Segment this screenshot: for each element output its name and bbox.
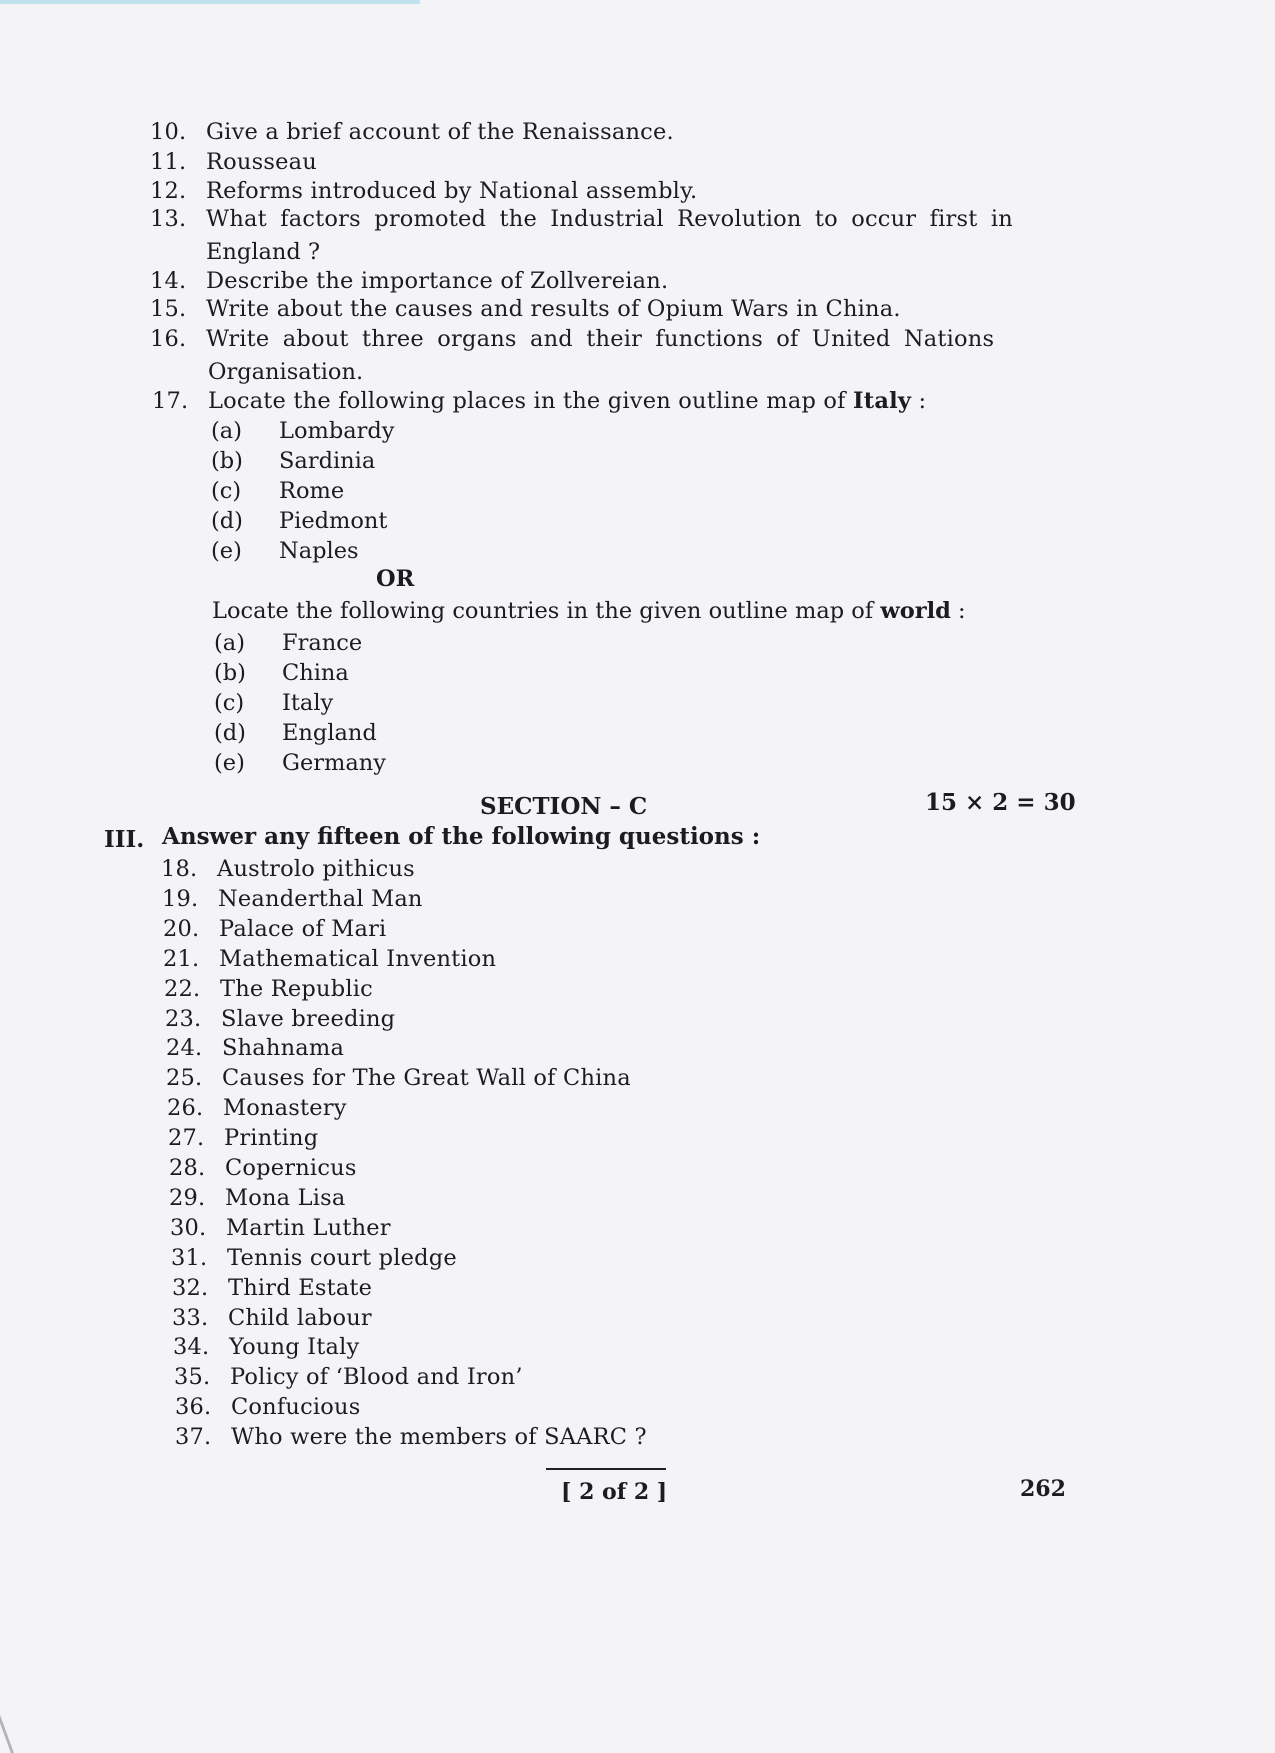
list-item <box>161 856 961 886</box>
question-text: Third Estate <box>228 1275 373 1301</box>
question-text: Neanderthal Man <box>218 886 423 912</box>
list-item <box>163 946 963 976</box>
list-item <box>174 1364 974 1394</box>
question-text <box>208 388 926 414</box>
question-text: The Republic <box>220 976 373 1002</box>
list-item <box>170 1215 970 1245</box>
item-text: Lombardy <box>279 418 395 444</box>
item-text: Rome <box>279 478 345 504</box>
question-number: 16. <box>150 326 187 352</box>
question-text: Write about three organs and their functions of United Nations <box>206 326 995 352</box>
list-item <box>168 1125 968 1155</box>
question-number: 32. <box>172 1275 209 1301</box>
list-item <box>163 916 963 946</box>
question-17-prefix: Locate the following places in the given outline map of <box>208 388 854 414</box>
question-text: Slave breeding <box>221 1006 396 1032</box>
question-13-continued: England ? <box>206 239 321 265</box>
question-number: 34. <box>173 1334 210 1360</box>
scan-edge-strip <box>0 0 420 4</box>
question-text: Mathematical Invention <box>219 946 497 972</box>
list-item <box>214 690 614 720</box>
item-label: (e) <box>211 538 242 564</box>
list-item <box>169 1155 969 1185</box>
question-number: 13. <box>150 206 187 232</box>
question-number: 25. <box>166 1065 203 1091</box>
question-number: 18. <box>161 856 198 882</box>
question-text: Policy of ‘Blood and Iron’ <box>230 1364 523 1390</box>
question-16 <box>150 326 1050 356</box>
item-label: (b) <box>214 660 246 686</box>
item-text: Naples <box>279 538 359 564</box>
question-number: 27. <box>168 1125 205 1151</box>
list-item <box>166 1035 966 1065</box>
question-17-alternative <box>212 598 966 624</box>
item-label: (a) <box>214 630 245 656</box>
question-text: What factors promoted the Industrial Revolution to occur first in <box>206 206 1013 232</box>
item-text: England <box>282 720 377 746</box>
section-c-instruction: Answer any fifteen of the following questions : <box>162 823 761 850</box>
question-16-continued: Organisation. <box>208 359 364 385</box>
list-item <box>211 418 611 448</box>
question-text: Mona Lisa <box>225 1185 346 1211</box>
question-text: Palace of Mari <box>219 916 387 942</box>
question-number: 31. <box>171 1245 208 1271</box>
list-item <box>164 976 964 1006</box>
question-text: Describe the importance of Zollvereian. <box>206 268 669 294</box>
question-number: 12. <box>150 178 187 204</box>
item-text: Germany <box>282 750 386 776</box>
question-10 <box>150 119 1050 149</box>
list-item <box>166 1065 966 1095</box>
question-14 <box>150 268 1050 298</box>
end-rule <box>546 1468 666 1470</box>
list-item <box>175 1424 975 1454</box>
question-text: Martin Luther <box>226 1215 391 1241</box>
list-item <box>211 478 611 508</box>
question-number: 36. <box>175 1394 212 1420</box>
list-item <box>169 1185 969 1215</box>
question-17-map-name: Italy <box>853 388 912 414</box>
list-item <box>167 1095 967 1125</box>
question-number: 28. <box>169 1155 206 1181</box>
list-item <box>211 448 611 478</box>
section-roman-number: III. <box>104 826 145 853</box>
question-number: 22. <box>164 976 201 1002</box>
question-text: Reforms introduced by National assembly. <box>206 178 698 204</box>
question-13 <box>150 206 1050 236</box>
question-number: 20. <box>163 916 200 942</box>
question-text: Tennis court pledge <box>227 1245 457 1271</box>
question-text: Copernicus <box>225 1155 357 1181</box>
item-text: Sardinia <box>279 448 376 474</box>
list-item <box>214 660 614 690</box>
question-number: 24. <box>166 1035 203 1061</box>
question-number: 23. <box>165 1006 202 1032</box>
question-17-alt-prefix: Locate the following countries in the given outline map of <box>212 598 881 624</box>
item-text: Piedmont <box>279 508 388 534</box>
list-item <box>214 630 614 660</box>
section-c-title: SECTION – C <box>480 793 648 820</box>
question-number: 30. <box>170 1215 207 1241</box>
question-17-alt-map-name: world <box>880 598 951 624</box>
list-item <box>172 1305 972 1335</box>
question-number: 26. <box>167 1095 204 1121</box>
item-text: Italy <box>282 690 334 716</box>
item-text: France <box>282 630 363 656</box>
question-number: 35. <box>174 1364 211 1390</box>
question-text: Causes for The Great Wall of China <box>222 1065 631 1091</box>
question-number: 14. <box>150 268 187 294</box>
or-divider: OR <box>376 566 415 592</box>
question-17-suffix: : <box>911 388 927 414</box>
question-number: 11. <box>150 149 187 175</box>
list-item <box>172 1275 972 1305</box>
item-label: (a) <box>211 418 242 444</box>
list-item <box>211 508 611 538</box>
question-text: Who were the members of SAARC ? <box>231 1424 647 1450</box>
item-label: (d) <box>211 508 243 534</box>
list-item <box>162 886 962 916</box>
scan-corner-mark <box>0 1693 44 1753</box>
list-item <box>211 538 611 568</box>
question-12 <box>150 178 1050 208</box>
list-item <box>214 720 614 750</box>
question-number: 19. <box>162 886 199 912</box>
question-text: Child labour <box>228 1305 372 1331</box>
item-text: China <box>282 660 349 686</box>
page-indicator: [ 2 of 2 ] <box>561 1479 668 1505</box>
question-number: 15. <box>150 296 187 322</box>
question-number: 37. <box>175 1424 212 1450</box>
list-item <box>171 1245 971 1275</box>
question-17-alt-suffix: : <box>950 598 966 624</box>
list-item <box>214 750 614 780</box>
item-label: (c) <box>211 478 242 504</box>
question-number: 29. <box>169 1185 206 1211</box>
question-number: 21. <box>163 946 200 972</box>
question-text: Write about the causes and results of Opium Wars in China. <box>206 296 901 322</box>
list-item <box>175 1394 975 1424</box>
list-item <box>173 1334 973 1364</box>
question-text: Austrolo pithicus <box>217 856 415 882</box>
item-label: (d) <box>214 720 246 746</box>
question-number: 17. <box>152 388 189 414</box>
question-17 <box>152 388 1052 418</box>
question-number: 10. <box>150 119 187 145</box>
question-text: Printing <box>224 1125 319 1151</box>
question-number: 33. <box>172 1305 209 1331</box>
question-text: Confucious <box>231 1394 361 1420</box>
item-label: (c) <box>214 690 245 716</box>
question-text: Shahnama <box>222 1035 345 1061</box>
question-text: Young Italy <box>229 1334 360 1360</box>
question-text: Rousseau <box>206 149 317 175</box>
question-11 <box>150 149 1050 179</box>
list-item <box>165 1006 965 1036</box>
question-text: Monastery <box>223 1095 347 1121</box>
item-label: (b) <box>211 448 243 474</box>
paper-code: 262 <box>1020 1476 1066 1502</box>
item-label: (e) <box>214 750 245 776</box>
question-15 <box>150 296 1050 326</box>
section-c-marks: 15 × 2 = 30 <box>925 789 1076 816</box>
question-text: Give a brief account of the Renaissance. <box>206 119 674 145</box>
